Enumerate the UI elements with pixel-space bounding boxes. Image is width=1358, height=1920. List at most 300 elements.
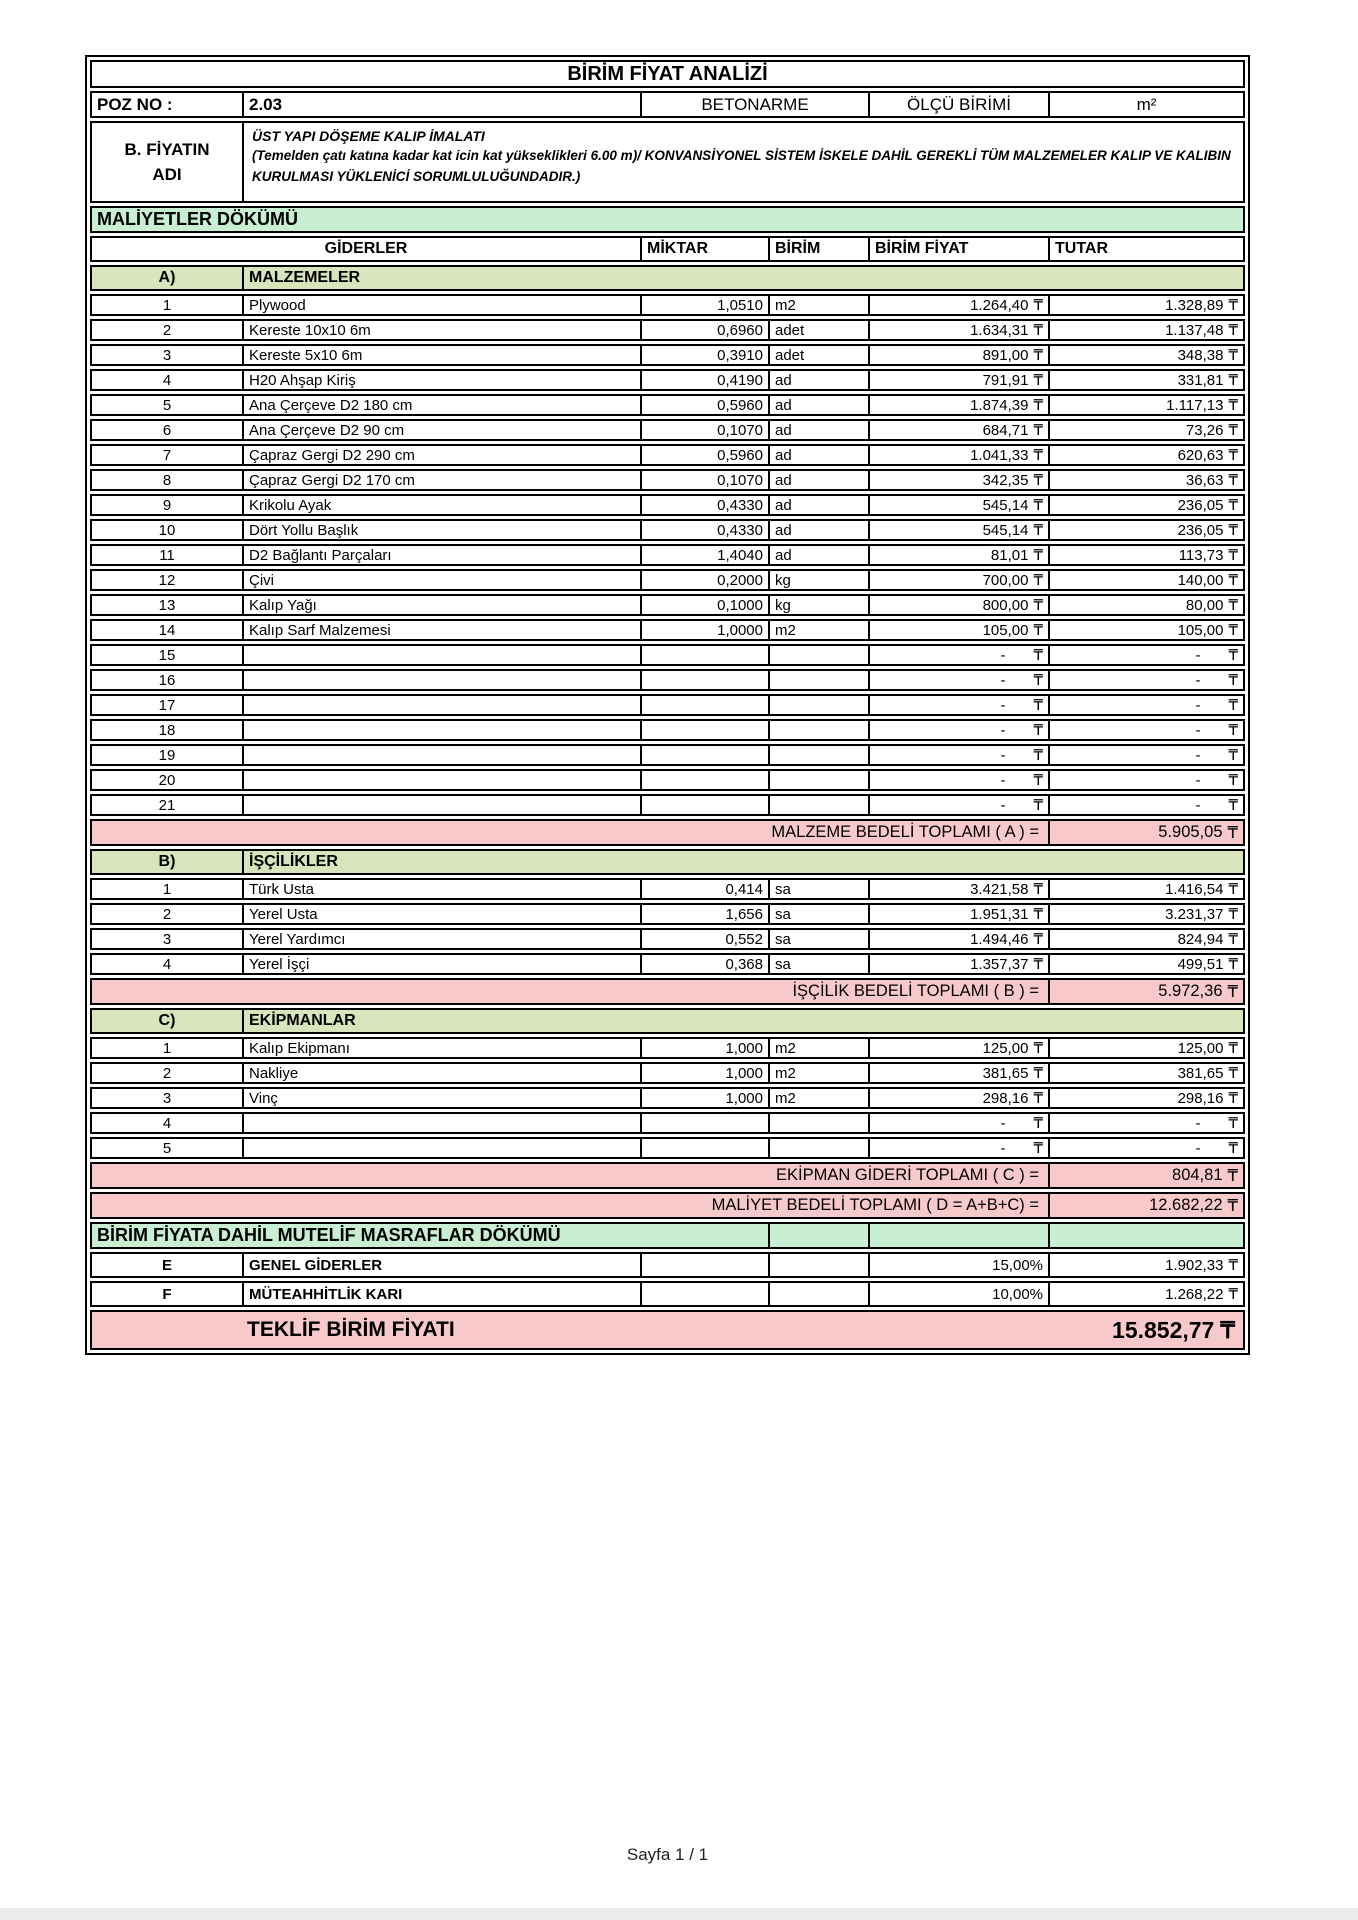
item-unit: adet: [770, 321, 870, 339]
money-value: 81,01: [990, 546, 1029, 564]
currency-symbol: ₸: [1228, 447, 1238, 464]
row-number: 5: [92, 1139, 244, 1157]
money-cell: [870, 671, 1050, 689]
money-cell: [1050, 621, 1243, 639]
currency-symbol: ₸: [1033, 422, 1043, 439]
money-cell: [1050, 546, 1243, 564]
column-header-row: [90, 236, 1245, 262]
item-unit: sa: [770, 930, 870, 948]
money-cell: [1050, 905, 1243, 923]
work-name-row: [90, 121, 1245, 203]
row-number: 21: [92, 796, 244, 814]
table-row: [90, 519, 1245, 541]
currency-symbol: ₸: [1228, 1140, 1238, 1157]
item-name: Türk Usta: [244, 880, 642, 898]
money-cell: [870, 930, 1050, 948]
table-row: [90, 1087, 1245, 1109]
item-name: Dört Yollu Başlık: [244, 521, 642, 539]
money-cell: [870, 621, 1050, 639]
item-unit: sa: [770, 955, 870, 973]
currency-symbol: ₸: [1033, 472, 1043, 489]
money-value: 545,14: [982, 521, 1029, 539]
section-header-equipment: [90, 1008, 1245, 1034]
item-unit: [770, 1139, 870, 1157]
overhead-banner-empty-cell: [770, 1224, 870, 1247]
item-name: [244, 671, 642, 689]
currency-symbol: ₸: [1033, 1140, 1043, 1157]
table-row: [90, 369, 1245, 391]
currency-symbol: ₸: [1033, 672, 1043, 689]
row-number: 1: [92, 296, 244, 314]
money-value: 381,65: [1177, 1064, 1224, 1082]
section-header-materials: [90, 265, 1245, 291]
item-unit: ad: [770, 446, 870, 464]
money-cell: [1050, 1254, 1243, 1276]
money-value: 1.264,40: [970, 296, 1029, 314]
money-value: 804,81: [1172, 1166, 1223, 1184]
item-name: [244, 1139, 642, 1157]
item-unit: [770, 1114, 870, 1132]
money-cell: [1050, 796, 1243, 814]
money-value: 1.268,22: [1165, 1285, 1224, 1303]
row-number: 2: [92, 905, 244, 923]
currency-symbol: ₸: [1033, 956, 1043, 973]
money-cell: [1050, 930, 1243, 948]
row-number: 5: [92, 396, 244, 414]
money-value: 1.634,31: [970, 321, 1029, 339]
money-cell: [870, 771, 1050, 789]
work-name-label-line2: ADI: [152, 165, 182, 184]
table-row: [90, 903, 1245, 925]
money-value: 298,16: [982, 1089, 1029, 1107]
money-cell: [1050, 1089, 1243, 1107]
section-title: MALZEMELER: [249, 269, 361, 286]
row-number: 13: [92, 596, 244, 614]
money-value: 5.905,05: [1158, 823, 1223, 841]
row-number: 4: [92, 1114, 244, 1132]
table-row: [90, 644, 1245, 666]
overhead-rows: [90, 1252, 1245, 1307]
money-cell: [870, 471, 1050, 489]
money-cell: [870, 596, 1050, 614]
item-name: Nakliye: [244, 1064, 642, 1082]
money-cell: [870, 371, 1050, 389]
money-value: 3.231,37: [1165, 905, 1224, 923]
table-row: [90, 953, 1245, 975]
empty-value-dash: -: [1195, 746, 1201, 764]
currency-symbol: ₸: [1228, 422, 1238, 439]
money-value: 1.902,33: [1165, 1256, 1224, 1274]
item-name: Krikolu Ayak: [244, 496, 642, 514]
equipment-total-value: [1050, 1164, 1243, 1187]
money-cell: [870, 1089, 1050, 1107]
table-row: [90, 669, 1245, 691]
table-row: [90, 344, 1245, 366]
overhead-banner-empty-cell: [870, 1224, 1050, 1247]
money-cell: [1050, 1039, 1243, 1057]
item-quantity: [642, 1114, 770, 1132]
poz-no-row: [90, 91, 1245, 118]
money-cell: [870, 296, 1050, 314]
money-cell: [1050, 446, 1243, 464]
page-number: Sayfa 1 / 1: [626, 1845, 709, 1864]
table-row: [90, 594, 1245, 616]
labor-total-row: [90, 978, 1245, 1005]
money-cell: [870, 1039, 1050, 1057]
category-label: BETONARME: [642, 93, 870, 116]
work-name-label-line1: B. FİYATIN: [124, 139, 210, 159]
currency-symbol: ₸: [1228, 597, 1238, 614]
currency-symbol: ₸: [1227, 1166, 1238, 1185]
money-cell: [870, 571, 1050, 589]
currency-symbol: ₸: [1033, 397, 1043, 414]
money-value: 140,00: [1177, 571, 1224, 589]
work-description-cell: [244, 123, 1243, 201]
item-quantity: [642, 721, 770, 739]
empty-value-dash: -: [1000, 1139, 1006, 1157]
section-title: İŞÇİLİKLER: [249, 853, 338, 870]
currency-symbol: ₸: [1033, 1065, 1043, 1082]
currency-symbol: ₸: [1033, 722, 1043, 739]
row-number: 15: [92, 646, 244, 664]
work-title: ÜST YAPI DÖŞEME KALIP İMALATI: [252, 128, 485, 144]
money-cell: [870, 905, 1050, 923]
currency-symbol: ₸: [1033, 931, 1043, 948]
item-unit: [770, 746, 870, 764]
labor-rows: [90, 878, 1245, 975]
money-cell: [1050, 880, 1243, 898]
currency-symbol: ₸: [1228, 1040, 1238, 1057]
money-value: 1.328,89: [1165, 296, 1224, 314]
money-value: 800,00: [982, 596, 1029, 614]
cost-grand-total-row: [90, 1192, 1245, 1219]
currency-symbol: ₸: [1033, 622, 1043, 639]
currency-symbol: ₸: [1033, 747, 1043, 764]
row-number: 1: [92, 880, 244, 898]
column-header-expenses: GİDERLER: [92, 238, 642, 260]
item-quantity: 0,2000: [642, 571, 770, 589]
item-quantity: 0,552: [642, 930, 770, 948]
table-row: [90, 1281, 1245, 1307]
money-value: 80,00: [1185, 596, 1224, 614]
item-unit: ad: [770, 521, 870, 539]
item-quantity: 0,1070: [642, 421, 770, 439]
currency-symbol: ₸: [1228, 722, 1238, 739]
item-name: [244, 1114, 642, 1132]
item-quantity: 0,5960: [642, 396, 770, 414]
row-number: 14: [92, 621, 244, 639]
empty-value-dash: -: [1195, 646, 1201, 664]
currency-symbol: ₸: [1228, 647, 1238, 664]
money-cell: [870, 1064, 1050, 1082]
costs-breakdown-banner: [90, 206, 1245, 233]
money-value: 236,05: [1177, 496, 1224, 514]
item-name: Yerel İşçi: [244, 955, 642, 973]
money-cell: [1050, 471, 1243, 489]
money-cell: [1050, 746, 1243, 764]
money-value: 113,73: [1178, 546, 1224, 564]
table-row: [90, 744, 1245, 766]
currency-symbol: ₸: [1033, 597, 1043, 614]
empty-value-dash: -: [1000, 721, 1006, 739]
money-value: 1.494,46: [970, 930, 1029, 948]
money-value: 1.416,54: [1165, 880, 1224, 898]
item-name: H20 Ahşap Kiriş: [244, 371, 642, 389]
table-row: [90, 878, 1245, 900]
item-unit: sa: [770, 880, 870, 898]
item-unit: m2: [770, 1064, 870, 1082]
row-number: 2: [92, 1064, 244, 1082]
money-cell: [1050, 646, 1243, 664]
money-cell: [870, 1139, 1050, 1157]
table-row: [90, 294, 1245, 316]
empty-cell: [642, 1283, 770, 1305]
currency-symbol: ₸: [1228, 372, 1238, 389]
money-cell: [870, 421, 1050, 439]
item-quantity: [642, 1139, 770, 1157]
item-name: [244, 721, 642, 739]
document-title-row: [90, 60, 1245, 88]
item-quantity: [642, 671, 770, 689]
money-value: 1.951,31: [970, 905, 1029, 923]
money-value: 342,35: [982, 471, 1029, 489]
row-number: 3: [92, 1089, 244, 1107]
money-cell: [1050, 521, 1243, 539]
row-number: 6: [92, 421, 244, 439]
labor-total-value: [1050, 980, 1243, 1003]
table-row: [90, 1062, 1245, 1084]
item-unit: [770, 721, 870, 739]
empty-value-dash: -: [1000, 771, 1006, 789]
material-rows: [90, 294, 1245, 816]
currency-symbol: ₸: [1033, 1040, 1043, 1057]
money-cell: [1050, 371, 1243, 389]
item-unit: kg: [770, 571, 870, 589]
table-row: [90, 928, 1245, 950]
currency-symbol: ₸: [1228, 772, 1238, 789]
row-number: 4: [92, 371, 244, 389]
row-number: 3: [92, 346, 244, 364]
empty-value-dash: -: [1195, 796, 1201, 814]
table-row: [90, 1252, 1245, 1278]
money-value: 36,63: [1185, 471, 1224, 489]
money-cell: [1050, 1139, 1243, 1157]
money-cell: [870, 1114, 1050, 1132]
empty-value-dash: -: [1195, 1139, 1201, 1157]
money-cell: [870, 446, 1050, 464]
money-cell: [1050, 1064, 1243, 1082]
currency-symbol: ₸: [1033, 372, 1043, 389]
item-name: [244, 771, 642, 789]
currency-symbol: ₸: [1228, 497, 1238, 514]
document-title: BİRİM FİYAT ANALİZİ: [567, 62, 768, 85]
row-number: 4: [92, 955, 244, 973]
row-number: 8: [92, 471, 244, 489]
item-unit: adet: [770, 346, 870, 364]
money-cell: [1050, 1114, 1243, 1132]
row-letter: E: [92, 1254, 244, 1276]
column-header-quantity: MİKTAR: [642, 238, 770, 260]
money-cell: [870, 880, 1050, 898]
money-value: 105,00: [1177, 621, 1224, 639]
money-cell: [870, 546, 1050, 564]
currency-symbol: ₸: [1228, 547, 1238, 564]
currency-symbol: ₸: [1228, 697, 1238, 714]
currency-symbol: ₸: [1228, 672, 1238, 689]
overhead-banner-row: [90, 1222, 1245, 1249]
item-quantity: 1,4040: [642, 546, 770, 564]
currency-symbol: ₸: [1033, 906, 1043, 923]
column-header-unit: BİRİM: [770, 238, 870, 260]
currency-symbol: ₸: [1033, 297, 1043, 314]
unit-price-analysis-sheet: [85, 55, 1250, 1355]
currency-symbol: ₸: [1228, 397, 1238, 414]
item-unit: kg: [770, 596, 870, 614]
money-value: 791,91: [982, 371, 1029, 389]
money-cell: [1050, 771, 1243, 789]
overhead-banner-title: BİRİM FİYATA DAHİL MUTELİF MASRAFLAR DÖKÜMÜ: [92, 1224, 770, 1247]
currency-symbol: ₸: [1228, 1090, 1238, 1107]
money-value: 3.421,58: [970, 880, 1029, 898]
money-cell: [870, 646, 1050, 664]
item-name: Kalıp Yağı: [244, 596, 642, 614]
money-value: 331,81: [1177, 371, 1224, 389]
money-cell: [1050, 346, 1243, 364]
money-cell: [870, 721, 1050, 739]
work-name-label: [92, 123, 244, 201]
currency-symbol: ₸: [1033, 647, 1043, 664]
item-quantity: 1,000: [642, 1064, 770, 1082]
item-quantity: 0,414: [642, 880, 770, 898]
item-name: Ana Çerçeve D2 180 cm: [244, 396, 642, 414]
item-quantity: 1,0000: [642, 621, 770, 639]
empty-cell: [642, 1254, 770, 1276]
offer-value: [1107, 1312, 1243, 1348]
currency-symbol: ₸: [1228, 472, 1238, 489]
empty-value-dash: -: [1000, 796, 1006, 814]
money-cell: [870, 746, 1050, 764]
money-cell: [870, 696, 1050, 714]
currency-symbol: ₸: [1227, 823, 1238, 842]
currency-symbol: ₸: [1033, 522, 1043, 539]
item-name: Kereste 5x10 6m: [244, 346, 642, 364]
money-value: 684,71: [982, 421, 1029, 439]
poz-no-value: 2.03: [244, 93, 642, 116]
money-value: 891,00: [982, 346, 1029, 364]
currency-symbol: ₸: [1033, 347, 1043, 364]
currency-symbol: ₸: [1033, 797, 1043, 814]
table-row: [90, 719, 1245, 741]
item-unit: ad: [770, 421, 870, 439]
money-cell: [870, 496, 1050, 514]
table-row: [90, 319, 1245, 341]
table-row: [90, 1037, 1245, 1059]
empty-value-dash: -: [1000, 646, 1006, 664]
material-total-value: [1050, 821, 1243, 844]
empty-value-dash: -: [1000, 746, 1006, 764]
item-quantity: [642, 746, 770, 764]
column-header-total: TUTAR: [1055, 240, 1109, 257]
currency-symbol: ₸: [1033, 772, 1043, 789]
money-value: 298,16: [1177, 1089, 1224, 1107]
money-value: 125,00: [1177, 1039, 1224, 1057]
table-row: [90, 769, 1245, 791]
item-quantity: 1,656: [642, 905, 770, 923]
money-value: 499,51: [1177, 955, 1224, 973]
money-cell: [1050, 296, 1243, 314]
item-name: Çapraz Gergi D2 170 cm: [244, 471, 642, 489]
section-code: B): [92, 851, 244, 873]
money-value: 1.137,48: [1165, 321, 1224, 339]
row-number: 20: [92, 771, 244, 789]
item-unit: [770, 796, 870, 814]
section-code: C): [92, 1010, 244, 1032]
currency-symbol: ₸: [1033, 572, 1043, 589]
row-number: 17: [92, 696, 244, 714]
item-name: D2 Bağlantı Parçaları: [244, 546, 642, 564]
currency-symbol: ₸: [1228, 1257, 1238, 1274]
item-quantity: [642, 796, 770, 814]
costs-breakdown-title: MALİYETLER DÖKÜMÜ: [97, 209, 298, 229]
money-cell: [1050, 671, 1243, 689]
money-value: 5.972,36: [1158, 982, 1223, 1000]
money-cell: [870, 955, 1050, 973]
row-number: 19: [92, 746, 244, 764]
money-cell: [1050, 496, 1243, 514]
currency-symbol: ₸: [1228, 797, 1238, 814]
money-value: 73,26: [1185, 421, 1224, 439]
table-row: [90, 1112, 1245, 1134]
offer-label: TEKLİF BİRİM FİYATI: [247, 1318, 455, 1341]
currency-symbol: ₸: [1033, 1115, 1043, 1132]
table-row: [90, 394, 1245, 416]
empty-value-dash: -: [1000, 671, 1006, 689]
money-cell: [1050, 571, 1243, 589]
item-quantity: 0,1000: [642, 596, 770, 614]
item-unit: [770, 646, 870, 664]
equipment-total-label: EKİPMAN GİDERİ TOPLAMI ( C ) =: [92, 1164, 1050, 1187]
item-quantity: 1,000: [642, 1089, 770, 1107]
section-header-labor: [90, 849, 1245, 875]
row-number: 9: [92, 496, 244, 514]
money-cell: [1050, 321, 1243, 339]
money-value: 236,05: [1177, 521, 1224, 539]
money-value: 381,65: [982, 1064, 1029, 1082]
money-cell: [1050, 721, 1243, 739]
currency-symbol: ₸: [1033, 547, 1043, 564]
money-value: 620,63: [1177, 446, 1224, 464]
row-number: 11: [92, 546, 244, 564]
measure-unit-value: m²: [1136, 94, 1157, 114]
currency-symbol: ₸: [1228, 747, 1238, 764]
table-row: [90, 544, 1245, 566]
currency-symbol: ₸: [1220, 1316, 1235, 1343]
currency-symbol: ₸: [1228, 881, 1238, 898]
item-name: Yerel Usta: [244, 905, 642, 923]
money-cell: [870, 796, 1050, 814]
material-total-label: MALZEME BEDELİ TOPLAMI ( A ) =: [92, 821, 1050, 844]
row-number: 7: [92, 446, 244, 464]
money-value: 15.852,77: [1112, 1316, 1215, 1343]
table-row: [90, 569, 1245, 591]
currency-symbol: ₸: [1227, 982, 1238, 1001]
empty-value-dash: -: [1000, 1114, 1006, 1132]
money-value: 12.682,22: [1149, 1196, 1223, 1214]
item-name: Kalıp Ekipmanı: [244, 1039, 642, 1057]
table-row: [90, 494, 1245, 516]
money-cell: [1050, 955, 1243, 973]
item-quantity: 0,4330: [642, 496, 770, 514]
